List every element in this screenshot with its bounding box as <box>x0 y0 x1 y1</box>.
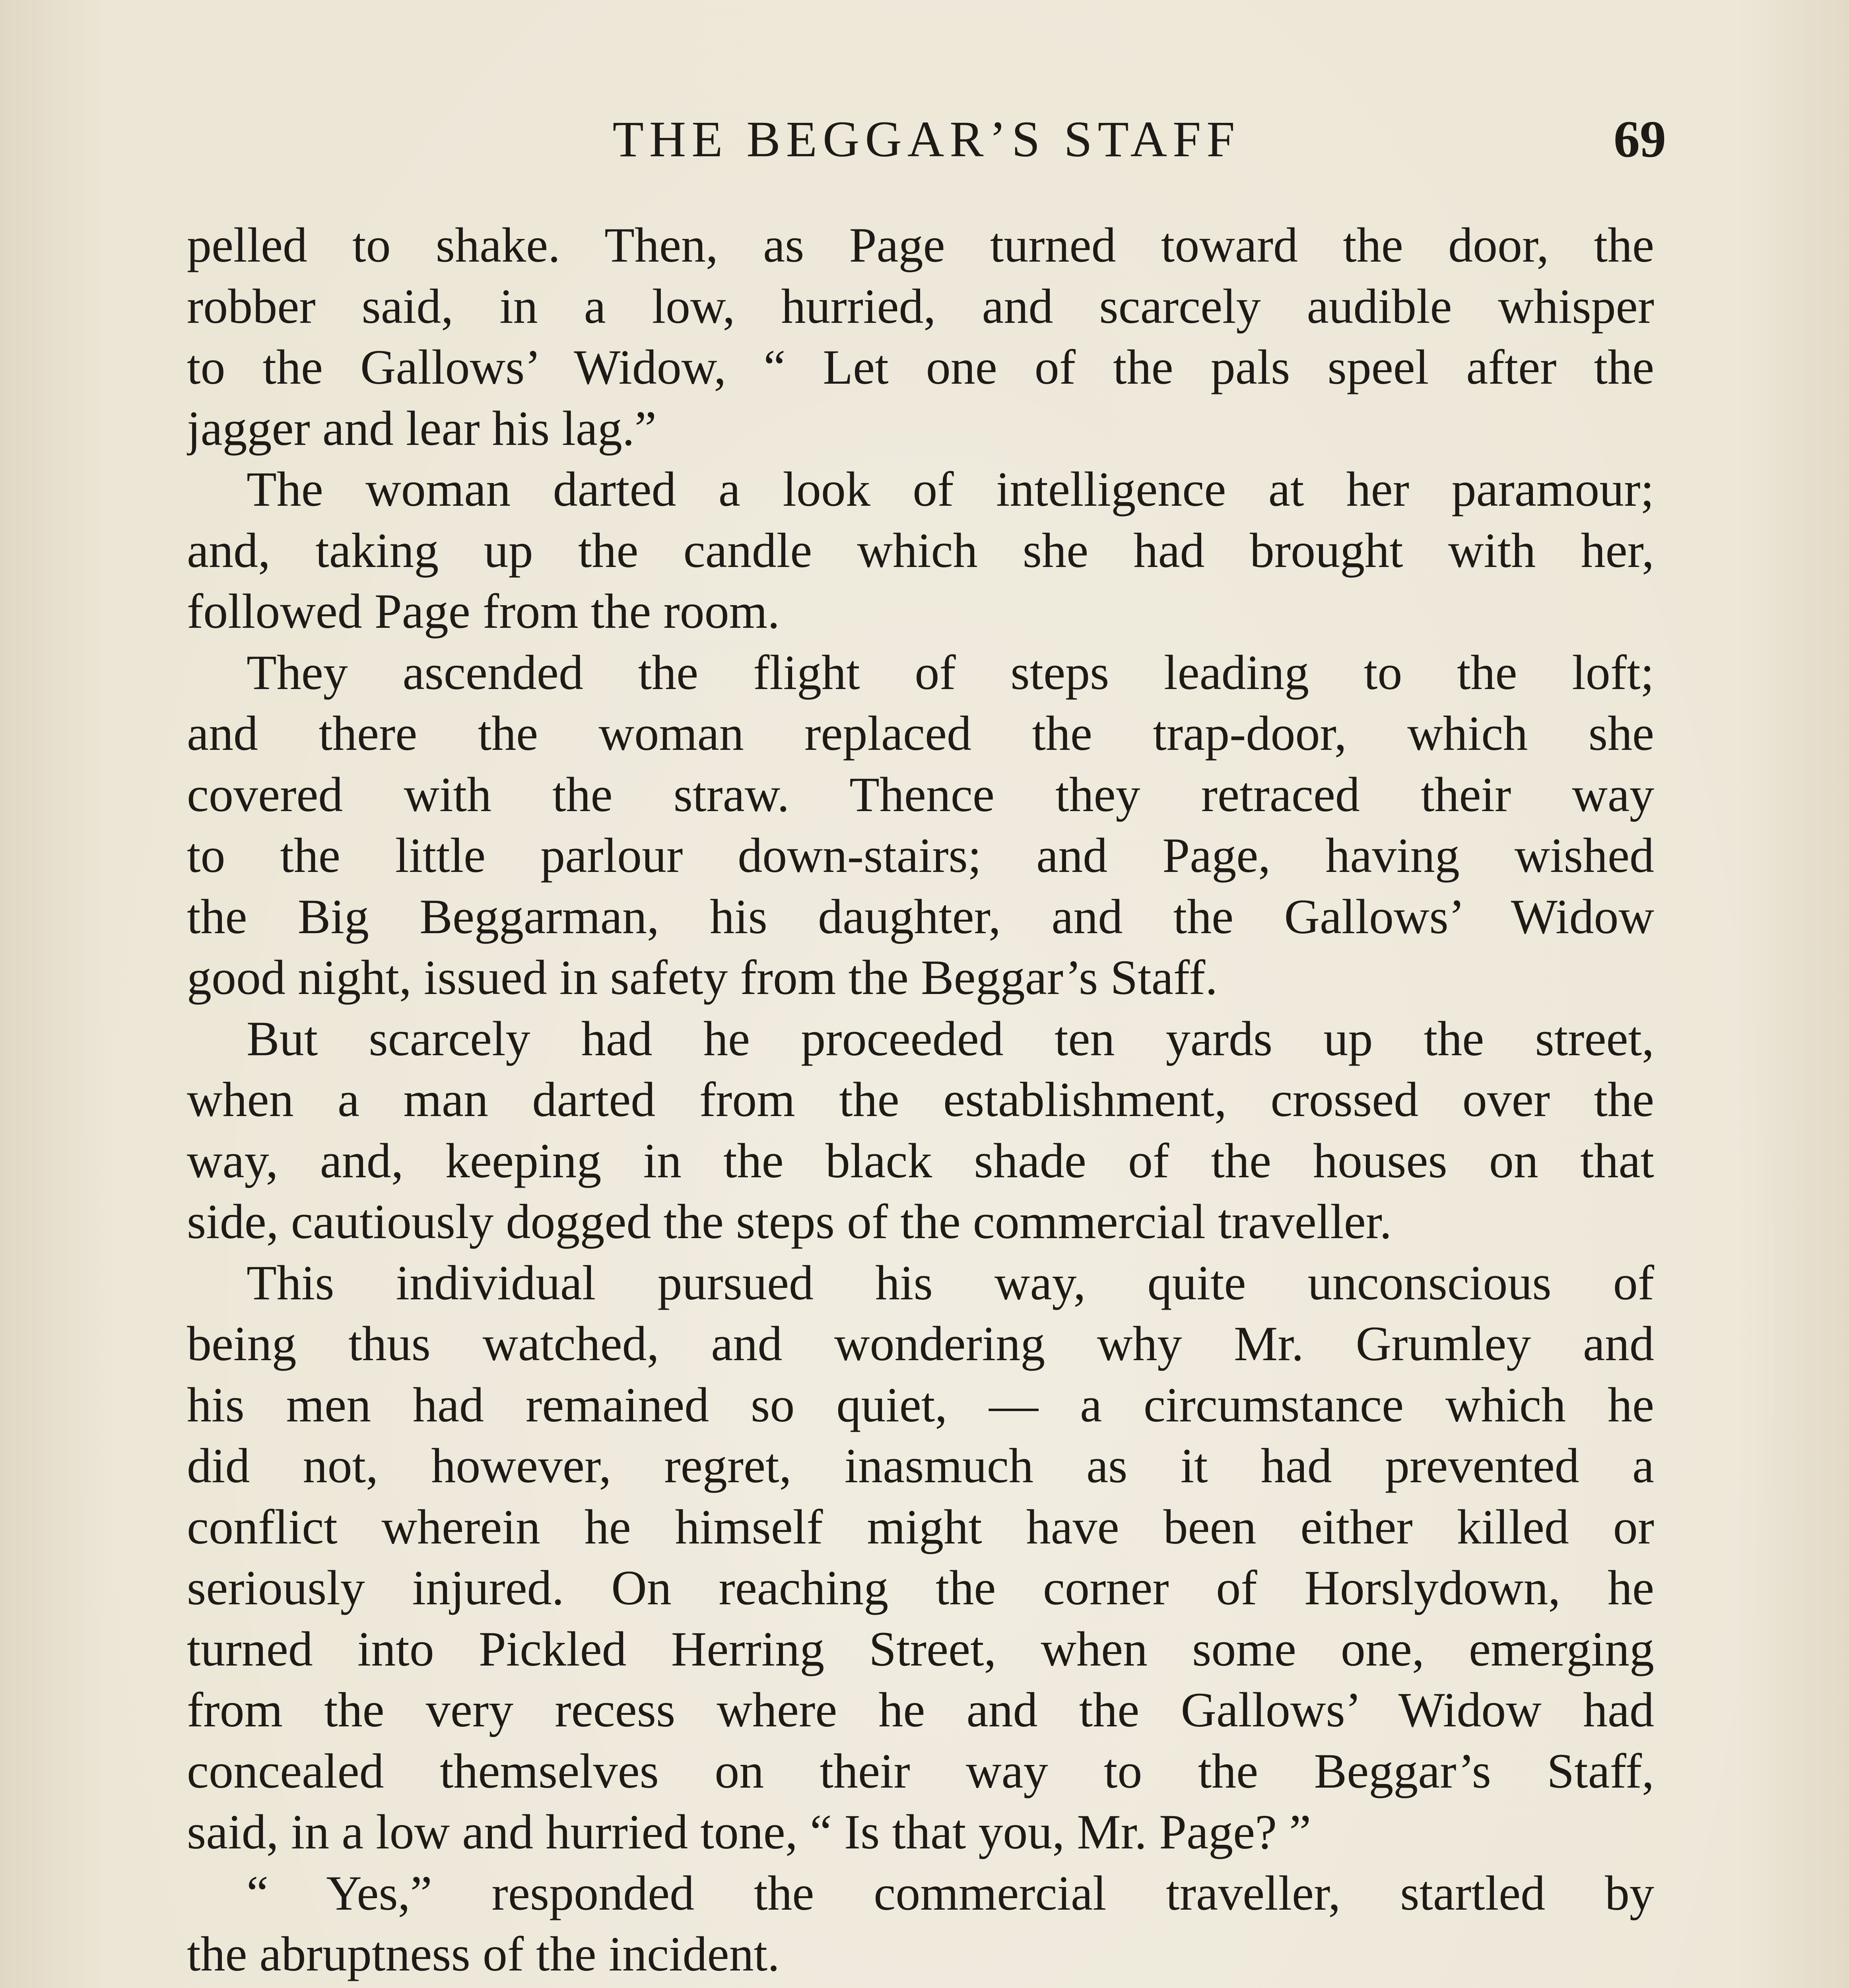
text-line: to the little parlour down-stairs; and Page, having wished <box>187 828 1654 883</box>
text-line: and, taking up the candle which she had brought with her, <box>187 523 1654 578</box>
text-line: robber said, in a low, hurried, and scarcely audible whisper <box>187 279 1654 334</box>
text-line: from the very recess where he and the Gallows’ Widow had <box>187 1683 1654 1737</box>
text-line: his men had remained so quiet, — a circumstance which he <box>187 1377 1654 1432</box>
text-line: side, cautiously dogged the steps of the commercial traveller. <box>187 1194 1392 1249</box>
body-text <box>187 215 1654 1988</box>
text-line: good night, issued in safety from the Beggar’s Staff. <box>187 950 1218 1005</box>
text-line: They ascended the flight of steps leading to the loft; <box>247 645 1654 700</box>
text-line: covered with the straw. Thence they retraced their way <box>187 767 1654 822</box>
text-line: This individual pursued his way, quite unconscious of <box>247 1255 1654 1310</box>
text-line: did not, however, regret, inasmuch as it had prevented a <box>187 1439 1654 1493</box>
text-line: pelled to shake. Then, as Page turned toward the door, the <box>187 218 1654 272</box>
text-line: jagger and lear his lag.” <box>187 401 656 456</box>
text-line: followed Page from the room. <box>187 584 780 639</box>
text-line: when a man darted from the establishment, crossed over the <box>187 1072 1654 1127</box>
text-line: The woman darted a look of intelligence at her paramour; <box>247 462 1654 516</box>
text-line: and there the woman replaced the trap-door, which she <box>187 706 1654 761</box>
text-line: said, in a low and hurried tone, “ Is that you, Mr. Page? ” <box>187 1805 1311 1859</box>
running-title: THE BEGGAR’S STAFF <box>612 111 1241 167</box>
text-line <box>187 1985 1654 1988</box>
text-line: But scarcely had he proceeded ten yards up the street, <box>247 1011 1654 1066</box>
text-line: to the Gallows’ Widow, “ Let one of the pals speel after the <box>187 340 1654 394</box>
text-line: way, and, keeping in the black shade of the houses on that <box>187 1133 1654 1188</box>
text-line: “ Yes,” responded the commercial traveller, startled by <box>247 1866 1654 1920</box>
running-head <box>187 101 1666 177</box>
text-line: seriously injured. On reaching the corner of Horslydown, he <box>187 1561 1654 1615</box>
text-line: conflict wherein he himself might have been either killed or <box>187 1499 1654 1554</box>
text-line: concealed themselves on their way to the Beggar’s Staff, <box>187 1743 1654 1798</box>
text-line: turned into Pickled Herring Street, when some one, emerging <box>187 1621 1654 1676</box>
text-line: the abruptness of the incident. <box>187 1927 780 1981</box>
page-number: 69 <box>1614 110 1666 168</box>
text-line: being thus watched, and wondering why Mr. Grumley and <box>187 1316 1654 1371</box>
text-line: the Big Beggarman, his daughter, and the Gallows’ Widow <box>187 889 1654 944</box>
